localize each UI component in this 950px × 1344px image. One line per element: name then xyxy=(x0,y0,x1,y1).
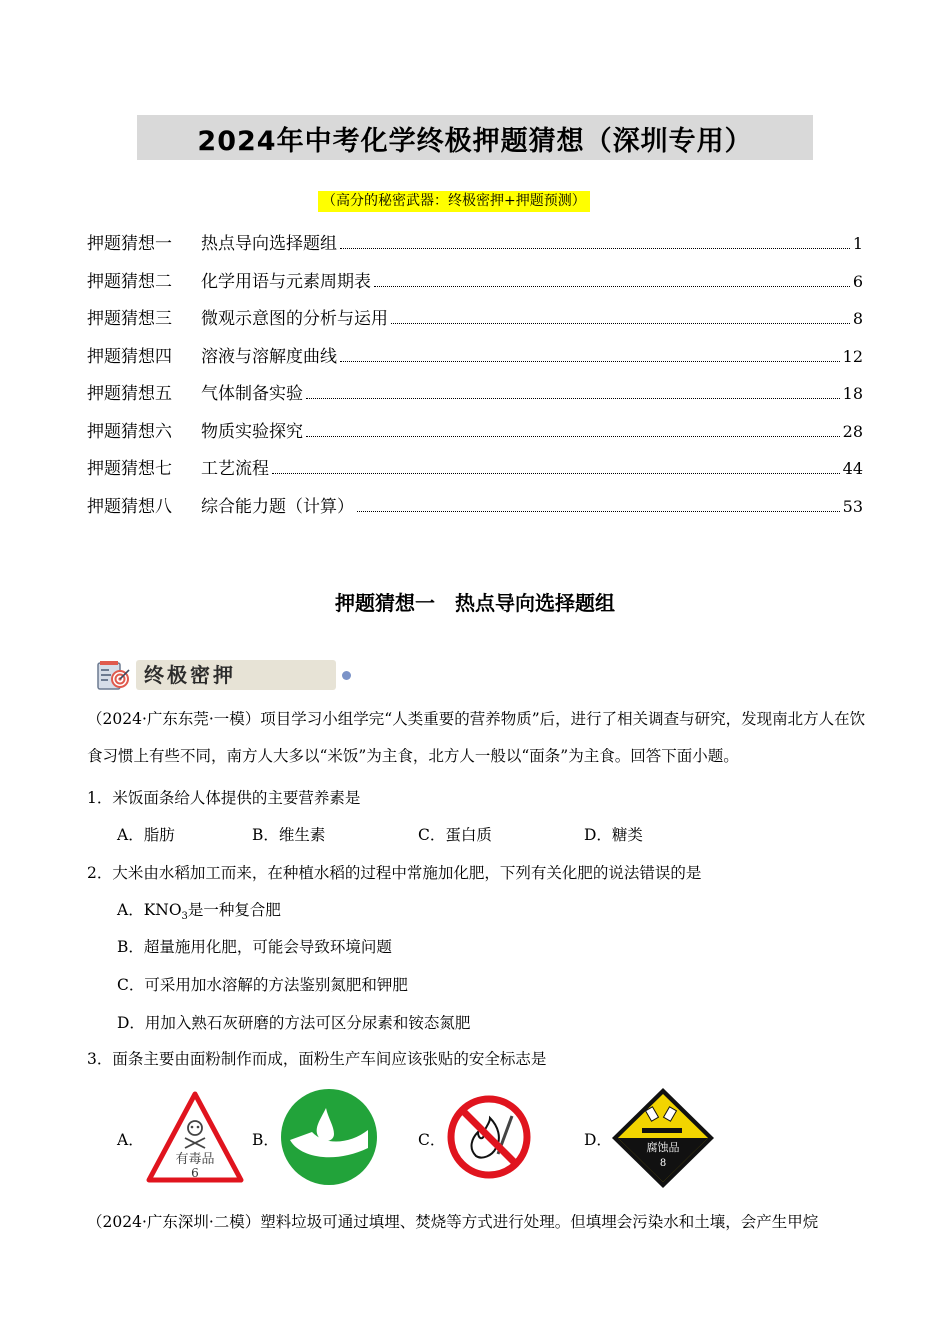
toc-entry[interactable] xyxy=(87,492,863,530)
page-title: 2024年中考化学终极押题猜想（深圳专用） xyxy=(197,126,753,157)
table-of-contents xyxy=(87,229,863,529)
toc-label: 工艺流程 xyxy=(201,459,269,479)
q3-option-b-label[interactable]: B． xyxy=(252,1131,279,1149)
toc-label: 气体制备实验 xyxy=(201,384,303,404)
toc-number: 押题猜想四 xyxy=(87,346,172,367)
badge-dot xyxy=(342,671,351,680)
subtitle: （高分的秘密武器：终极密押+押题预测） xyxy=(318,191,590,212)
section-title: 押题猜想一 热点导向选择题组 xyxy=(335,591,615,615)
toc-page: 6 xyxy=(852,271,863,291)
toc-entry[interactable] xyxy=(87,342,863,380)
q2-option-a-text: 是一种复合肥 xyxy=(187,901,281,919)
q2-option-b[interactable]: B．超量施用化肥，可能会导致环境问题 xyxy=(117,938,392,956)
toc-page: 8 xyxy=(852,309,863,328)
toc-leader xyxy=(272,460,840,474)
toc-number: 押题猜想七 xyxy=(87,459,172,479)
toc-label: 热点导向选择题组 xyxy=(201,234,337,254)
q1-option-a[interactable]: A．脂肪 xyxy=(117,826,175,844)
corrosive-sign-icon xyxy=(610,1086,716,1190)
toc-entry[interactable] xyxy=(87,454,863,492)
toc-number: 押题猜想五 xyxy=(87,384,172,404)
toc-label: 化学用语与元素周期表 xyxy=(201,271,371,292)
toc-page: 1 xyxy=(852,234,863,253)
question-3-stem: 3．面条主要由面粉制作而成，面粉生产车间应该张贴的安全标志是 xyxy=(87,1050,547,1068)
toc-label: 微观示意图的分析与运用 xyxy=(201,309,388,329)
question-group-intro: （2024·广东东莞·一模）项目学习小组学完“人类重要的营养物质”后，进行了相关调查与研究，发现南北方人在饮食习惯上有些不同，南方人大多以“米饭”为主食，北方人一般以“面条”为主食。回答下面小题。 xyxy=(87,710,866,765)
toc-leader xyxy=(340,348,840,362)
toc-number: 押题猜想六 xyxy=(87,421,172,442)
q3-option-a-label[interactable]: A． xyxy=(117,1131,144,1149)
q2-option-a-subscript: 3 xyxy=(181,911,188,923)
question-1-stem: 1．米饭面条给人体提供的主要营养素是 xyxy=(87,789,361,807)
toxic-sign-number: 6 xyxy=(191,1166,199,1180)
target-board-icon xyxy=(96,657,132,693)
q1-option-d[interactable]: D．糖类 xyxy=(584,826,643,844)
toc-page: 12 xyxy=(842,346,863,366)
toc-label: 综合能力题（计算） xyxy=(201,496,354,517)
toxic-sign-text: 有毒品 xyxy=(175,1152,215,1167)
toc-number: 押题猜想一 xyxy=(87,234,172,254)
no-fire-sign-icon xyxy=(446,1094,532,1180)
toc-entry[interactable] xyxy=(87,379,863,417)
toc-leader xyxy=(391,310,850,324)
corrosive-sign-number: 8 xyxy=(659,1158,667,1169)
toc-entry[interactable] xyxy=(87,229,863,267)
toc-page: 28 xyxy=(842,421,863,441)
corrosive-sign-text: 腐蚀品 xyxy=(646,1141,680,1154)
q2-option-c[interactable]: C．可采用加水溶解的方法鉴别氮肥和钾肥 xyxy=(117,976,408,994)
toc-number: 押题猜想三 xyxy=(87,309,172,329)
toc-leader xyxy=(357,498,840,512)
toc-label: 溶液与溶解度曲线 xyxy=(201,346,337,367)
water-saving-sign-icon xyxy=(280,1088,378,1186)
toc-page: 44 xyxy=(842,459,863,478)
question-2-stem: 2．大米由水稻加工而来，在种植水稻的过程中常施加化肥，下列有关化肥的说法错误的是 xyxy=(87,864,702,882)
toc-page: 18 xyxy=(842,384,863,403)
badge-label: 终极密押 xyxy=(136,660,336,690)
q1-option-b[interactable]: B．维生素 xyxy=(252,826,326,844)
toc-number: 押题猜想二 xyxy=(87,271,172,292)
toc-leader xyxy=(374,273,850,287)
toc-entry[interactable] xyxy=(87,417,863,455)
q2-option-d[interactable]: D．用加入熟石灰研磨的方法可区分尿素和铵态氮肥 xyxy=(117,1014,471,1032)
toc-number: 押题猜想八 xyxy=(87,496,172,517)
toc-leader xyxy=(306,385,840,399)
q2-option-a[interactable] xyxy=(117,898,281,922)
toc-leader xyxy=(340,235,850,249)
toc-entry[interactable] xyxy=(87,267,863,305)
q1-option-c[interactable]: C．蛋白质 xyxy=(418,826,492,844)
q3-option-d-label[interactable]: D． xyxy=(584,1131,612,1149)
next-question-group-intro: （2024·广东深圳·二模）塑料垃圾可通过填埋、焚烧等方式进行处理。但填埋会污染水和土壤，会产生甲烷 xyxy=(87,1213,819,1231)
q3-option-c-label[interactable]: C． xyxy=(418,1131,446,1149)
toc-label: 物质实验探究 xyxy=(201,421,303,442)
toc-entry[interactable] xyxy=(87,304,863,342)
q2-option-a-prefix: A．KNO xyxy=(117,901,182,919)
toc-page: 53 xyxy=(842,496,863,516)
toxic-sign-icon xyxy=(145,1090,245,1184)
page-title-box xyxy=(137,115,813,160)
toc-leader xyxy=(306,423,840,437)
